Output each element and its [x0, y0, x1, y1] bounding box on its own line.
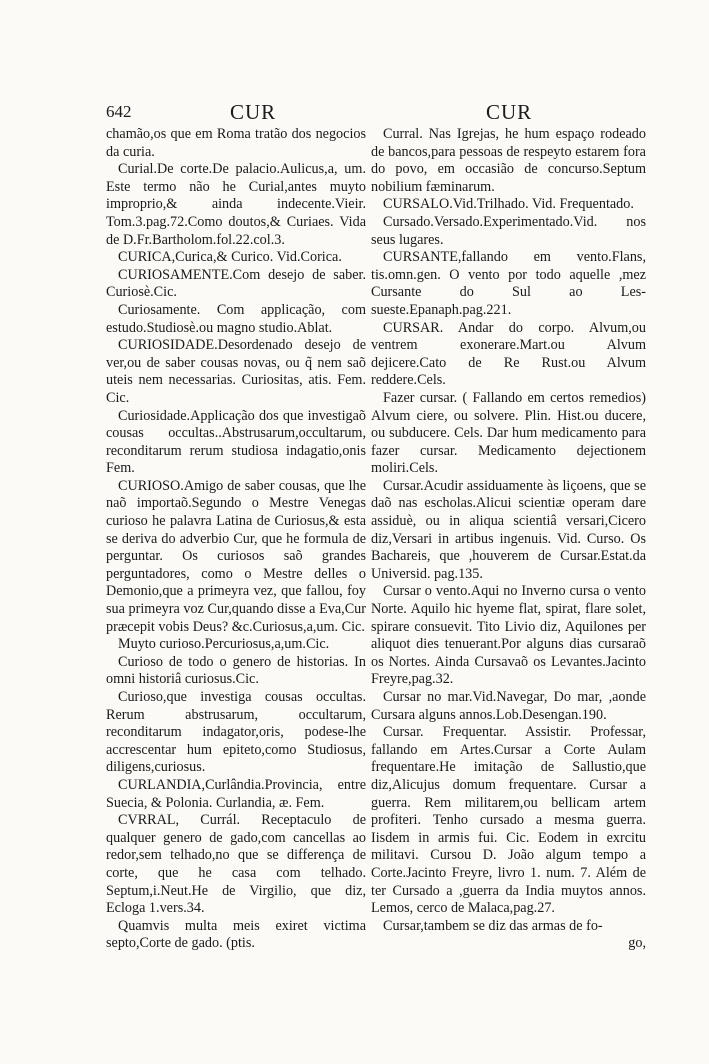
dictionary-entry: Cursar o vento.Aqui no Inverno cursa o vento Norte. Aquilo hic hyeme flat, spirat, flare solet, spirare consuevit. Tito Livio diz, Aquilones per aliquot dies tenuerant.Por alguns dias cursaraõ os Nortes. Ainda Cursavaõ os Levantes.Jacinto Freyre,pag.32.: [371, 583, 646, 688]
dictionary-entry: Quamvis multa meis exiret victima septo,Corte de gado. (ptis.: [106, 917, 366, 952]
dictionary-entry: CURICA,Curica,& Curico. Vid.Corica.: [118, 249, 342, 266]
dictionary-entry: CURSAR. Andar do corpo. Alvum,ou ventrem exonerare.Mart.ou Alvum dejicere.Cato de Re Rust.ou Alvum reddere.Cels.: [371, 319, 646, 389]
dictionary-entry: CURSANTE,fallando em vento.Flans, tis.omn.gen. O vento por todo aquelle ,mez Cursante do Sul ao Les-sueste.Epanaph.pag.221.: [371, 249, 646, 318]
dictionary-entry: chamão,os que em Roma tratão dos negocios da curia.: [106, 126, 366, 160]
dictionary-entry: Curiosamente. Com applicação, com estudo.Studiosè.ou magno studio.Ablat.: [106, 301, 366, 336]
dictionary-entry: CURLANDIA,Curlândia.Provincia, entre Suecia, & Polonia. Curlandia, æ. Fem.: [106, 776, 366, 811]
dictionary-entry: Fazer cursar. ( Fallando em certos remedios) Alvum ciere, ou solvere. Plin. Hist.ou ducere, ou subducere. Cels. Dar hum medicamento para fazer cursar. Medicamento dejectionem moliri.Cels.: [371, 389, 646, 477]
dictionary-entry: CVRRAL, Currál. Receptaculo de qualquer genero de gado,com cancellas ao redor,sem telhado,no que se differença de corte, que he casa com telhado. Septum,i.Neut.He de Virgilio, que diz, Ecloga 1.vers.34.: [106, 812, 366, 917]
right-running-head: CUR: [486, 100, 533, 124]
catchword: go,: [628, 935, 646, 952]
dictionary-entry: Cursar,tambem se diz das armas de fo-: [383, 917, 603, 934]
dictionary-entry: Curioso,que investiga cousas occultas. Rerum abstrusarum, occultarum, reconditarum indagator,oris, podese-lhe accrescentar hum epiteto,como Studiosus, diligens,curiosus.: [106, 689, 366, 776]
dictionary-entry: Curioso de todo o genero de historias. In omni historiâ curiosus.Cic.: [106, 653, 366, 688]
dictionary-entry: Cursar no mar.Vid.Navegar, Do mar, ,aonde Cursara alguns annos.Lob.Desengan.190.: [371, 689, 646, 723]
dictionary-entry: Curial.De corte.De palacio.Aulicus,a, um. Este termo não he Curial,antes muyto improprio,& ainda indecente.Vieir. Tom.3.pag.72.Como doutos,& Curiaes. Vida de D.Fr.Bartholom.fol.22.col.3.: [106, 161, 366, 248]
page-number: 642: [106, 102, 132, 121]
dictionary-entry: Curiosidade.Applicação dos que investigaõ cousas occultas..Abstrusarum,occultarum, reconditarum rerum studiosa indagatio,onis Fem.: [106, 407, 366, 477]
dictionary-entry: Cursar.Acudir assiduamente às liçoens, que se daõ nas escholas.Alicui scientiæ operam dare assiduè, ou in aliqua scientiâ versari,Cicero diz,Versari in artibus ingenuis. Vid. Curso. Os Bachareis, que ,houverem de Cursar.Estat.da Universid. pag.135.: [371, 477, 646, 582]
dictionary-entry: CURSALO.Vid.Trilhado. Vid. Frequentado.: [383, 196, 634, 213]
right-column: [371, 126, 646, 953]
left-running-head: CUR: [230, 100, 277, 124]
dictionary-entry: CURIOSO.Amigo de saber cousas, que lhe naõ importaõ.Segundo o Mestre Venegas curioso he palavra Latina de Curiosus,& esta se deriva do adverbio Cur, que he formula de perguntar. Os curiosos saõ grandes perguntadores, como o Mestre delles o Demonio,que a primeyra vez, que fallou, foy sua primeyra voz Cur,quando disse a Eva,Cur præcepit vobis Deus? &c.Curiosus,a,um. Cic.: [106, 477, 366, 635]
dictionary-entry: Cursado.Versado.Experimentado.Vid. nos seus lugares.: [371, 213, 646, 248]
dictionary-entry: Muyto curioso.Percuriosus,a,um.Cic.: [118, 636, 330, 653]
dictionary-entry: Cursar. Frequentar. Assistir. Professar, fallando em Artes.Cursar a Corte Aulam frequentare.He imitação de Sallustio,que diz,Alicujus domum frequentare. Cursar a guerra. Rem militarem,ou bellicam artem profiteri. Tenho cursado a mesma guerra. Iisdem in armis fui. Cic. Eodem in exrcitu militavi. Cursou D. João algum tempo a Corte.Jacinto Freyre, livro 1. num. 7. Além de ter Cursado a ,guerra da India muytos annos. Lemos, cerco de Malaca,pag.27.: [371, 724, 646, 917]
dictionary-entry: CURIOSIDADE.Desordenado desejo de ver,ou de saber cousas novas, ou q̃ nem saõ uteis nem necessarias. Curiositas, atis. Fem. Cic.: [106, 337, 366, 406]
left-column: [106, 126, 366, 953]
dictionary-entry: Curral. Nas Igrejas, he hum espaço rodeado de bancos,para pessoas de respeyto estarem fora do povo, em occasião de concurso.Septum nobilium fæminarum.: [371, 126, 646, 195]
dictionary-entry: CURIOSAMENTE.Com desejo de saber. Curiosè.Cic.: [106, 266, 366, 301]
page-header: [106, 100, 662, 126]
